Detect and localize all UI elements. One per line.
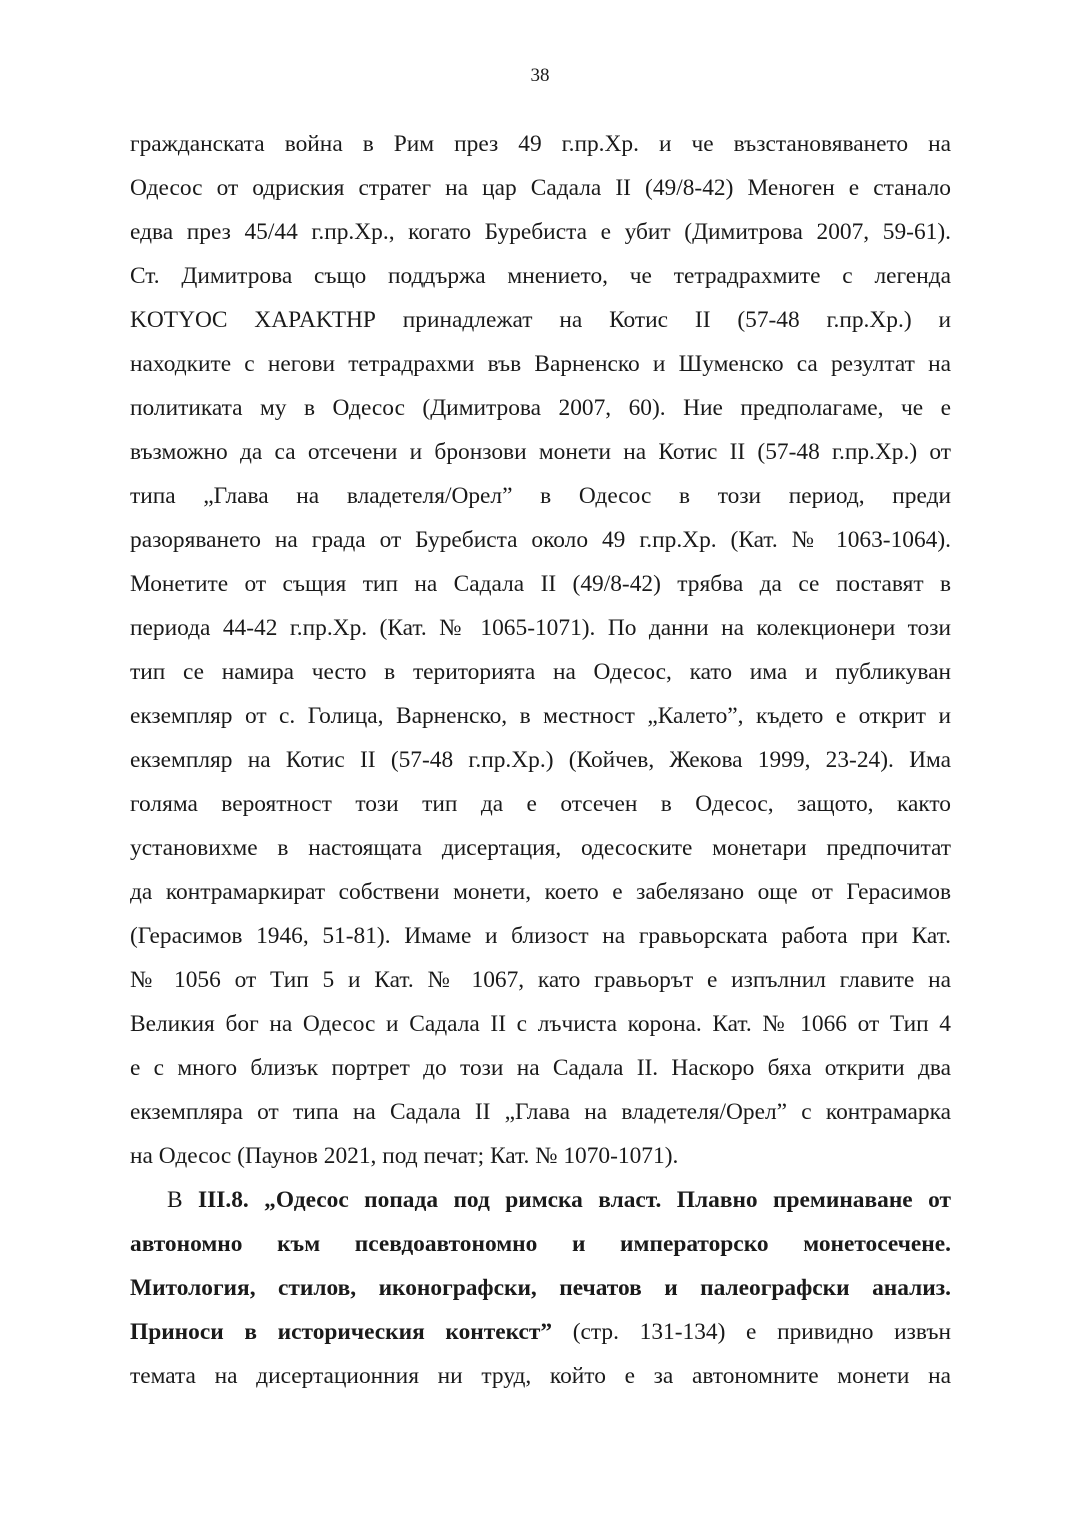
document-body — [130, 122, 951, 1398]
text-line — [130, 1310, 951, 1354]
text-line: периода 44-42 г.пр.Хр. (Кат. № 1065-1071). По данни на колекционери този — [130, 615, 951, 641]
text-line: разоряването на града от Буребиста около 49 г.пр.Хр. (Кат. № 1063-1064). — [130, 527, 951, 553]
text-line: възможно да са отсечени и бронзови монети на Котис II (57-48 г.пр.Хр.) от — [130, 439, 951, 465]
text-line: № 1056 от Тип 5 и Кат. № 1067, като гравьорът е изпълнил главите на — [130, 967, 951, 993]
text-line: Монетите от същия тип на Садала II (49/8-42) трябва да се поставят в — [130, 571, 951, 597]
text-line — [130, 1266, 951, 1310]
text-line: гражданската война в Рим през 49 г.пр.Хр. и че възстановяването на — [130, 131, 951, 157]
text-fragment: (стр. 131-134) е привидно извън — [552, 1319, 951, 1345]
text-line: екземпляр от с. Голица, Варненско, в местност „Калето”, където е открит и — [130, 703, 951, 729]
text-line: Ст. Димитрова също поддържа мнението, че тетрадрахмите с легенда — [130, 263, 951, 289]
text-line: типа „Глава на владетеля/Орел” в Одесос в този период, преди — [130, 483, 951, 509]
text-line: (Герасимов 1946, 51-81). Имаме и близост на гравьорската работа при Кат. — [130, 923, 951, 949]
text-line: едва през 45/44 г.пр.Хр., когато Буребиста е убит (Димитрова 2007, 59-61). — [130, 219, 951, 245]
text-line — [130, 1178, 951, 1222]
text-line: темата на дисертационния ни труд, който е за автономните монети на — [130, 1363, 951, 1389]
text-line: Одесос от одриския стратег на цар Садала II (49/8-42) Меноген е станало — [130, 175, 951, 201]
text-line: голяма вероятност този тип да е отсечен в Одесос, защото, както — [130, 791, 951, 817]
text-line: установихме в настоящата дисертация, одесоските монетари предпочитат — [130, 835, 951, 861]
text-line: Великия бог на Одесос и Садала II с лъчиста корона. Кат. № 1066 от Тип 4 — [130, 1011, 951, 1037]
text-line: KOTYOC ΧΑΡΑΚΤΗΡ принадлежат на Котис II (57-48 г.пр.Хр.) и — [130, 307, 951, 333]
paragraph-2 — [130, 1178, 951, 1398]
text-line: екземпляра от типа на Садала II „Глава на владетеля/Орел” с контрамарка — [130, 1099, 951, 1125]
text-line: тип се намира често в територията на Одесос, като има и публикуван — [130, 659, 951, 685]
text-line — [130, 1222, 951, 1266]
paragraph-1 — [130, 122, 951, 1178]
text-line: политиката му в Одесос (Димитрова 2007, 60). Ние предполагаме, че е — [130, 395, 951, 421]
section-heading-part: Приноси в историческия контекст” — [130, 1319, 553, 1345]
paragraph-prefix: В — [167, 1187, 199, 1213]
section-heading-part: III.8. „Одесос попада под римска власт. Плавно преминаване от — [198, 1187, 951, 1213]
section-heading-part: автономно към псевдоавтономно и императорско монетосечене. — [130, 1231, 951, 1257]
text-line: е с много близък портрет до този на Садала II. Наскоро бяха открити два — [130, 1055, 951, 1081]
page-number: 38 — [530, 65, 550, 86]
text-line: на Одесос (Паунов 2021, под печат; Кат. № 1070-1071). — [130, 1143, 679, 1169]
text-line: да контрамаркират собствени монети, което е забелязано още от Герасимов — [130, 879, 951, 905]
section-heading-part: Митология, стилов, иконографски, печатов и палеографски анализ. — [130, 1275, 951, 1301]
text-line: екземпляр на Котис II (57-48 г.пр.Хр.) (Койчев, Жекова 1999, 23-24). Има — [130, 747, 951, 773]
text-line: находките с негови тетрадрахми във Варненско и Шуменско са резултат на — [130, 351, 951, 377]
